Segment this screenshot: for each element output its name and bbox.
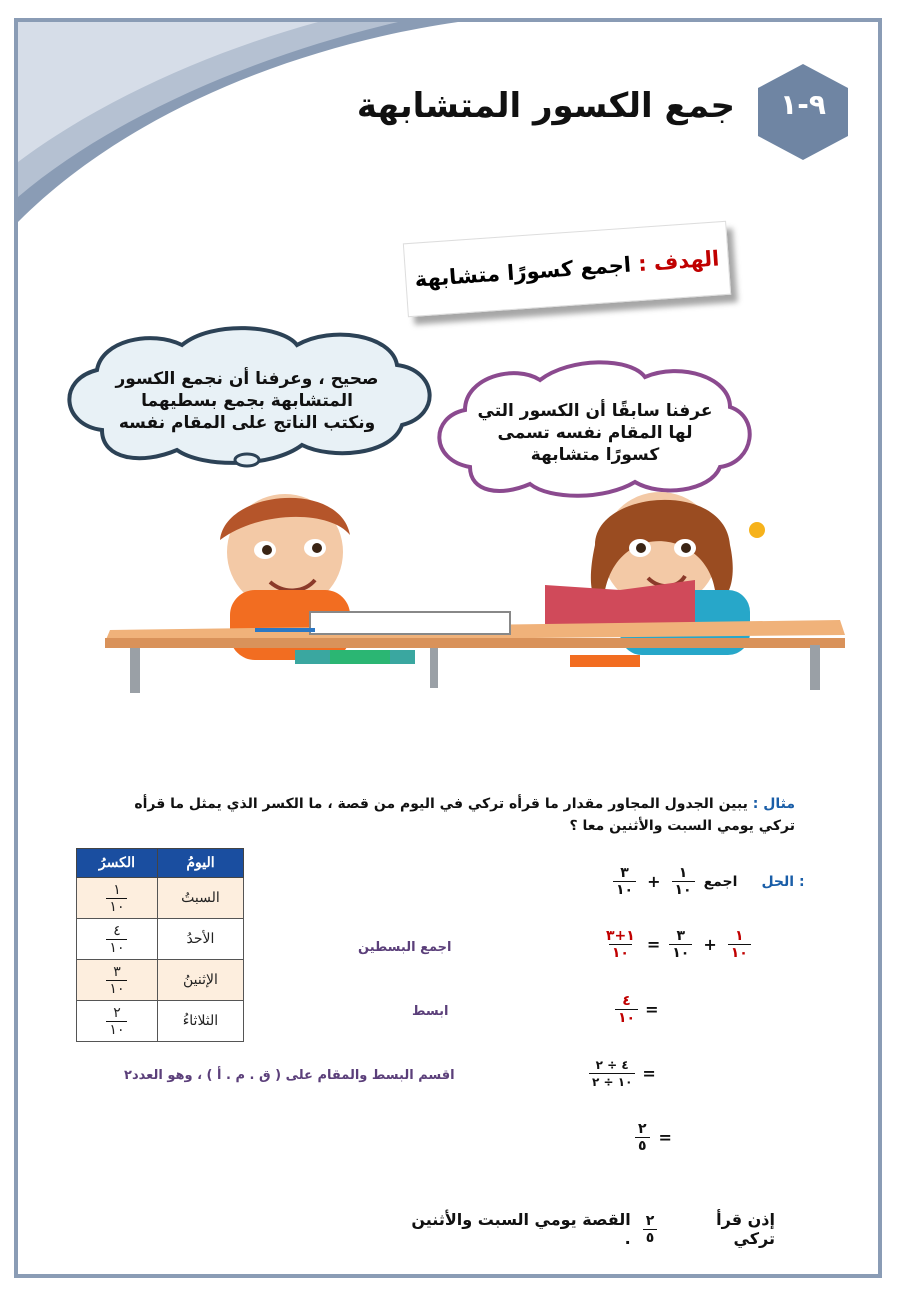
header-day: اليومُ [157,849,243,878]
equals-sign: = [645,1000,659,1019]
lesson-title: جمع الكسور المتشابهة [356,86,735,126]
bubble-right-line: عرفنا سابقًا أن الكسور التي [477,401,713,421]
bubble-left-line: صحيح ، وعرفنا أن نجمع الكسور [115,369,379,389]
goal-label: الهدف : [637,246,721,276]
fraction-cell: $\frac{٢}{١٠}$ [77,1001,158,1042]
fraction: $\frac{١}{١٠}$ [728,928,751,961]
plus-sign: + [703,935,717,954]
example-text [120,793,795,837]
equals-sign: = [646,935,661,954]
day-cell: الإثنينُ [157,960,243,1001]
table-row [77,878,244,919]
note-add-numerators: اجمع البسطين [358,940,452,955]
bubble-right-text [460,400,730,466]
day-cell: الأحدُ [157,919,243,960]
fraction-cell: $\frac{٣}{١٠}$ [77,960,158,1001]
header-fraction: الكسرُ [77,849,158,878]
fraction: $\frac{٣}{١٠}$ [669,928,692,961]
note-divide-gcf: اقسم البسط والمقام على ( ق . م . أ ) ، وهو العدد٢ [124,1068,455,1083]
solution-step-3 [586,1057,660,1090]
conclusion-fraction: $\frac{٢}{٥}$ [643,1213,658,1246]
bubble-left-text [92,368,402,434]
fraction: $\frac{١}{١٠}$ [672,865,695,898]
fraction-cell: $\frac{١}{١٠}$ [77,878,158,919]
solution-step-1 [600,928,754,961]
solution-step-2 [612,993,663,1026]
fraction-result: $\frac{٢}{٥}$ [635,1121,650,1154]
goal-text: اجمع كسورًا متشابهة [413,252,632,292]
bubble-left-line: المتشابهة بجمع بسطيهما [141,391,353,411]
table-row [77,919,244,960]
conclusion-end: القصة يومي السبت والأثنين . [411,1210,631,1248]
bubble-left-line: ونكتب الناتج على المقام نفسه [118,413,376,433]
children-at-table-illustration [100,490,850,720]
fraction: $\frac{٣}{١٠}$ [613,865,636,898]
conclusion [400,1210,775,1248]
table-row [77,1001,244,1042]
example-label: مثال : [752,796,795,812]
table-row [77,960,244,1001]
fraction-result: $\frac{١+٣}{١٠}$ [606,928,635,961]
plus-sign: + [647,872,661,891]
equals-sign: = [658,1128,672,1147]
example-question: يبين الجدول المجاور مقدار ما قرأه تركي في اليوم من قصة ، ما الكسر الذي يمثل ما قرأه تركي يومي السبت والأثنين معا ؟ [134,796,795,834]
fraction-cell: $\frac{٤}{١٠}$ [77,919,158,960]
lesson-number: ٩-١ [780,88,826,121]
solution-step-0 [610,865,805,898]
day-cell: الثلاثاءُ [157,1001,243,1042]
solution-label: الحل : [761,873,805,890]
solution-step-4 [632,1121,678,1154]
bubble-right-line: لها المقام نفسه تسمى [497,423,693,443]
note-simplify: ابسط [412,1004,449,1019]
reading-table [76,848,244,1042]
bubble-right-line: كسورًا متشابهة [530,445,660,465]
equals-sign: = [642,1064,656,1083]
fraction-result: $\frac{٤}{١٠}$ [615,993,638,1026]
add-instruction: اجمع [703,873,738,890]
day-cell: السبتُ [157,878,243,919]
fraction-result: $\frac{٤ \div ٢}{١٠ \div ٢}$ [589,1057,635,1090]
conclusion-start: إذن قرأ تركي [716,1210,775,1248]
